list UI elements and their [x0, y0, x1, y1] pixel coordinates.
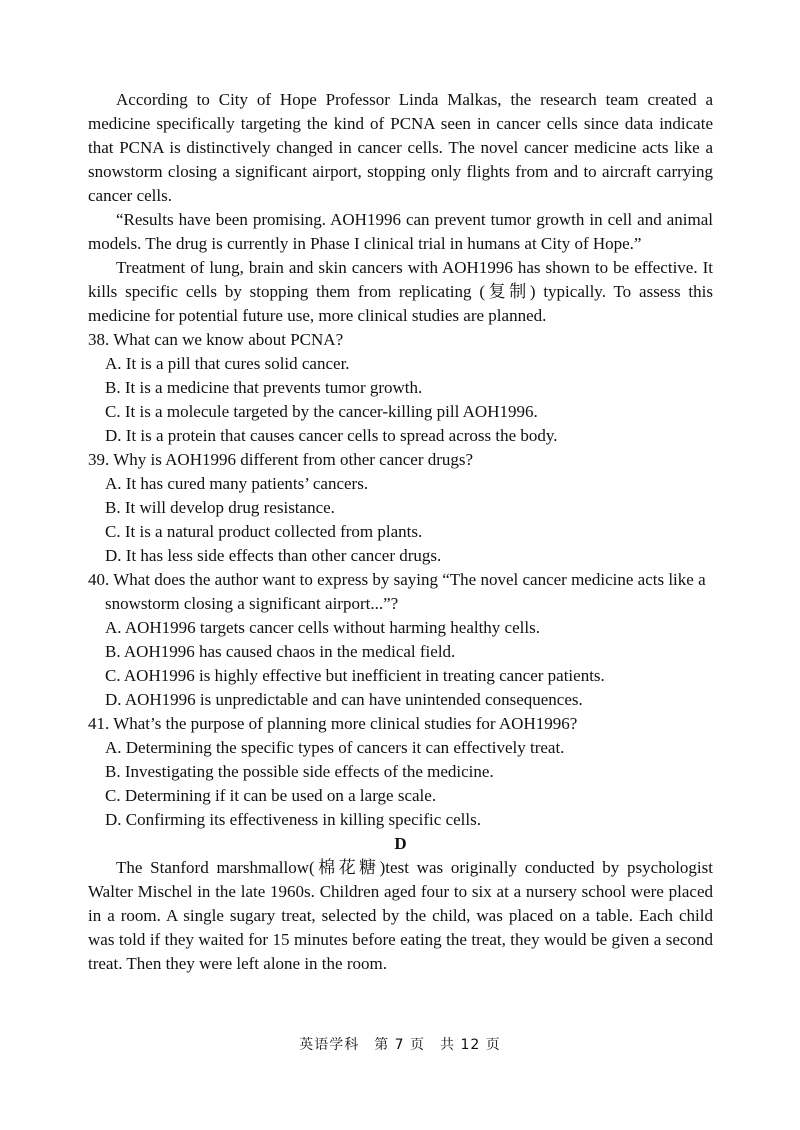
option-b: B. AOH1996 has caused chaos in the medical field.	[105, 642, 456, 661]
question-stem: 39. Why is AOH1996 different from other cancer drugs?	[88, 450, 474, 469]
option-a: A. It is a pill that cures solid cancer.	[105, 354, 350, 373]
passage-paragraph-1: According to City of Hope Professor Linda Malkas, the research team created a medicine specifically targeting the kind of PCNA seen in cancer cells since data indicate that PCNA is distinctively changed in cancer cells. The novel cancer medicine acts like a snowstorm closing a significant airport, stopping only flights from and to aircraft carrying cancer cells.	[88, 90, 713, 205]
page-body	[88, 88, 713, 976]
question-39	[88, 448, 713, 568]
option-b: B. It will develop drug resistance.	[105, 498, 335, 517]
section-d-paragraph: The Stanford marshmallow(棉花糖)test was originally conducted by psychologist Walter Mischel in the late 1960s. Children aged four to six at a nursery school were placed in a room. A single sugary treat, selected by the child, was placed on a table. Each child was told if they waited for 15 minutes before eating the treat, they would be given a second treat. Then they were left alone in the room.	[88, 858, 713, 973]
option-c: C. It is a natural product collected from plants.	[105, 522, 423, 541]
option-d: D. It is a protein that causes cancer cells to spread across the body.	[105, 426, 558, 445]
section-heading-d: D	[394, 834, 407, 853]
option-c: C. Determining if it can be used on a large scale.	[105, 786, 437, 805]
passage-paragraph-3: Treatment of lung, brain and skin cancers with AOH1996 has shown to be effective. It kills specific cells by stopping them from replicating (复制) typically. To assess this medicine for potential future use, more clinical studies are planned.	[88, 258, 713, 325]
option-a: A. AOH1996 targets cancer cells without harming healthy cells.	[105, 618, 540, 637]
question-40	[88, 568, 713, 712]
option-b: B. It is a medicine that prevents tumor growth.	[105, 378, 423, 397]
option-d: D. Confirming its effectiveness in killing specific cells.	[105, 810, 481, 829]
question-stem: 38. What can we know about PCNA?	[88, 330, 344, 349]
option-c: C. AOH1996 is highly effective but inefficient in treating cancer patients.	[105, 666, 605, 685]
option-d: D. It has less side effects than other cancer drugs.	[105, 546, 442, 565]
option-d: D. AOH1996 is unpredictable and can have unintended consequences.	[105, 690, 583, 709]
option-c: C. It is a molecule targeted by the cancer-killing pill AOH1996.	[105, 402, 538, 421]
option-a: A. It has cured many patients’ cancers.	[105, 474, 369, 493]
question-stem: 41. What’s the purpose of planning more clinical studies for AOH1996?	[88, 714, 578, 733]
option-a: A. Determining the specific types of cancers it can effectively treat.	[105, 738, 565, 757]
question-41	[88, 712, 713, 832]
page-footer: 英语学科 第 7 页 共 12 页	[299, 1037, 501, 1053]
passage-paragraph-2: “Results have been promising. AOH1996 can prevent tumor growth in cell and animal models. The drug is currently in Phase I clinical trial in humans at City of Hope.”	[88, 210, 713, 253]
question-38	[88, 328, 713, 448]
question-stem: 40. What does the author want to express by saying “The novel cancer medicine acts like a snowstorm closing a significant airport...”?	[88, 570, 706, 613]
option-b: B. Investigating the possible side effects of the medicine.	[105, 762, 494, 781]
